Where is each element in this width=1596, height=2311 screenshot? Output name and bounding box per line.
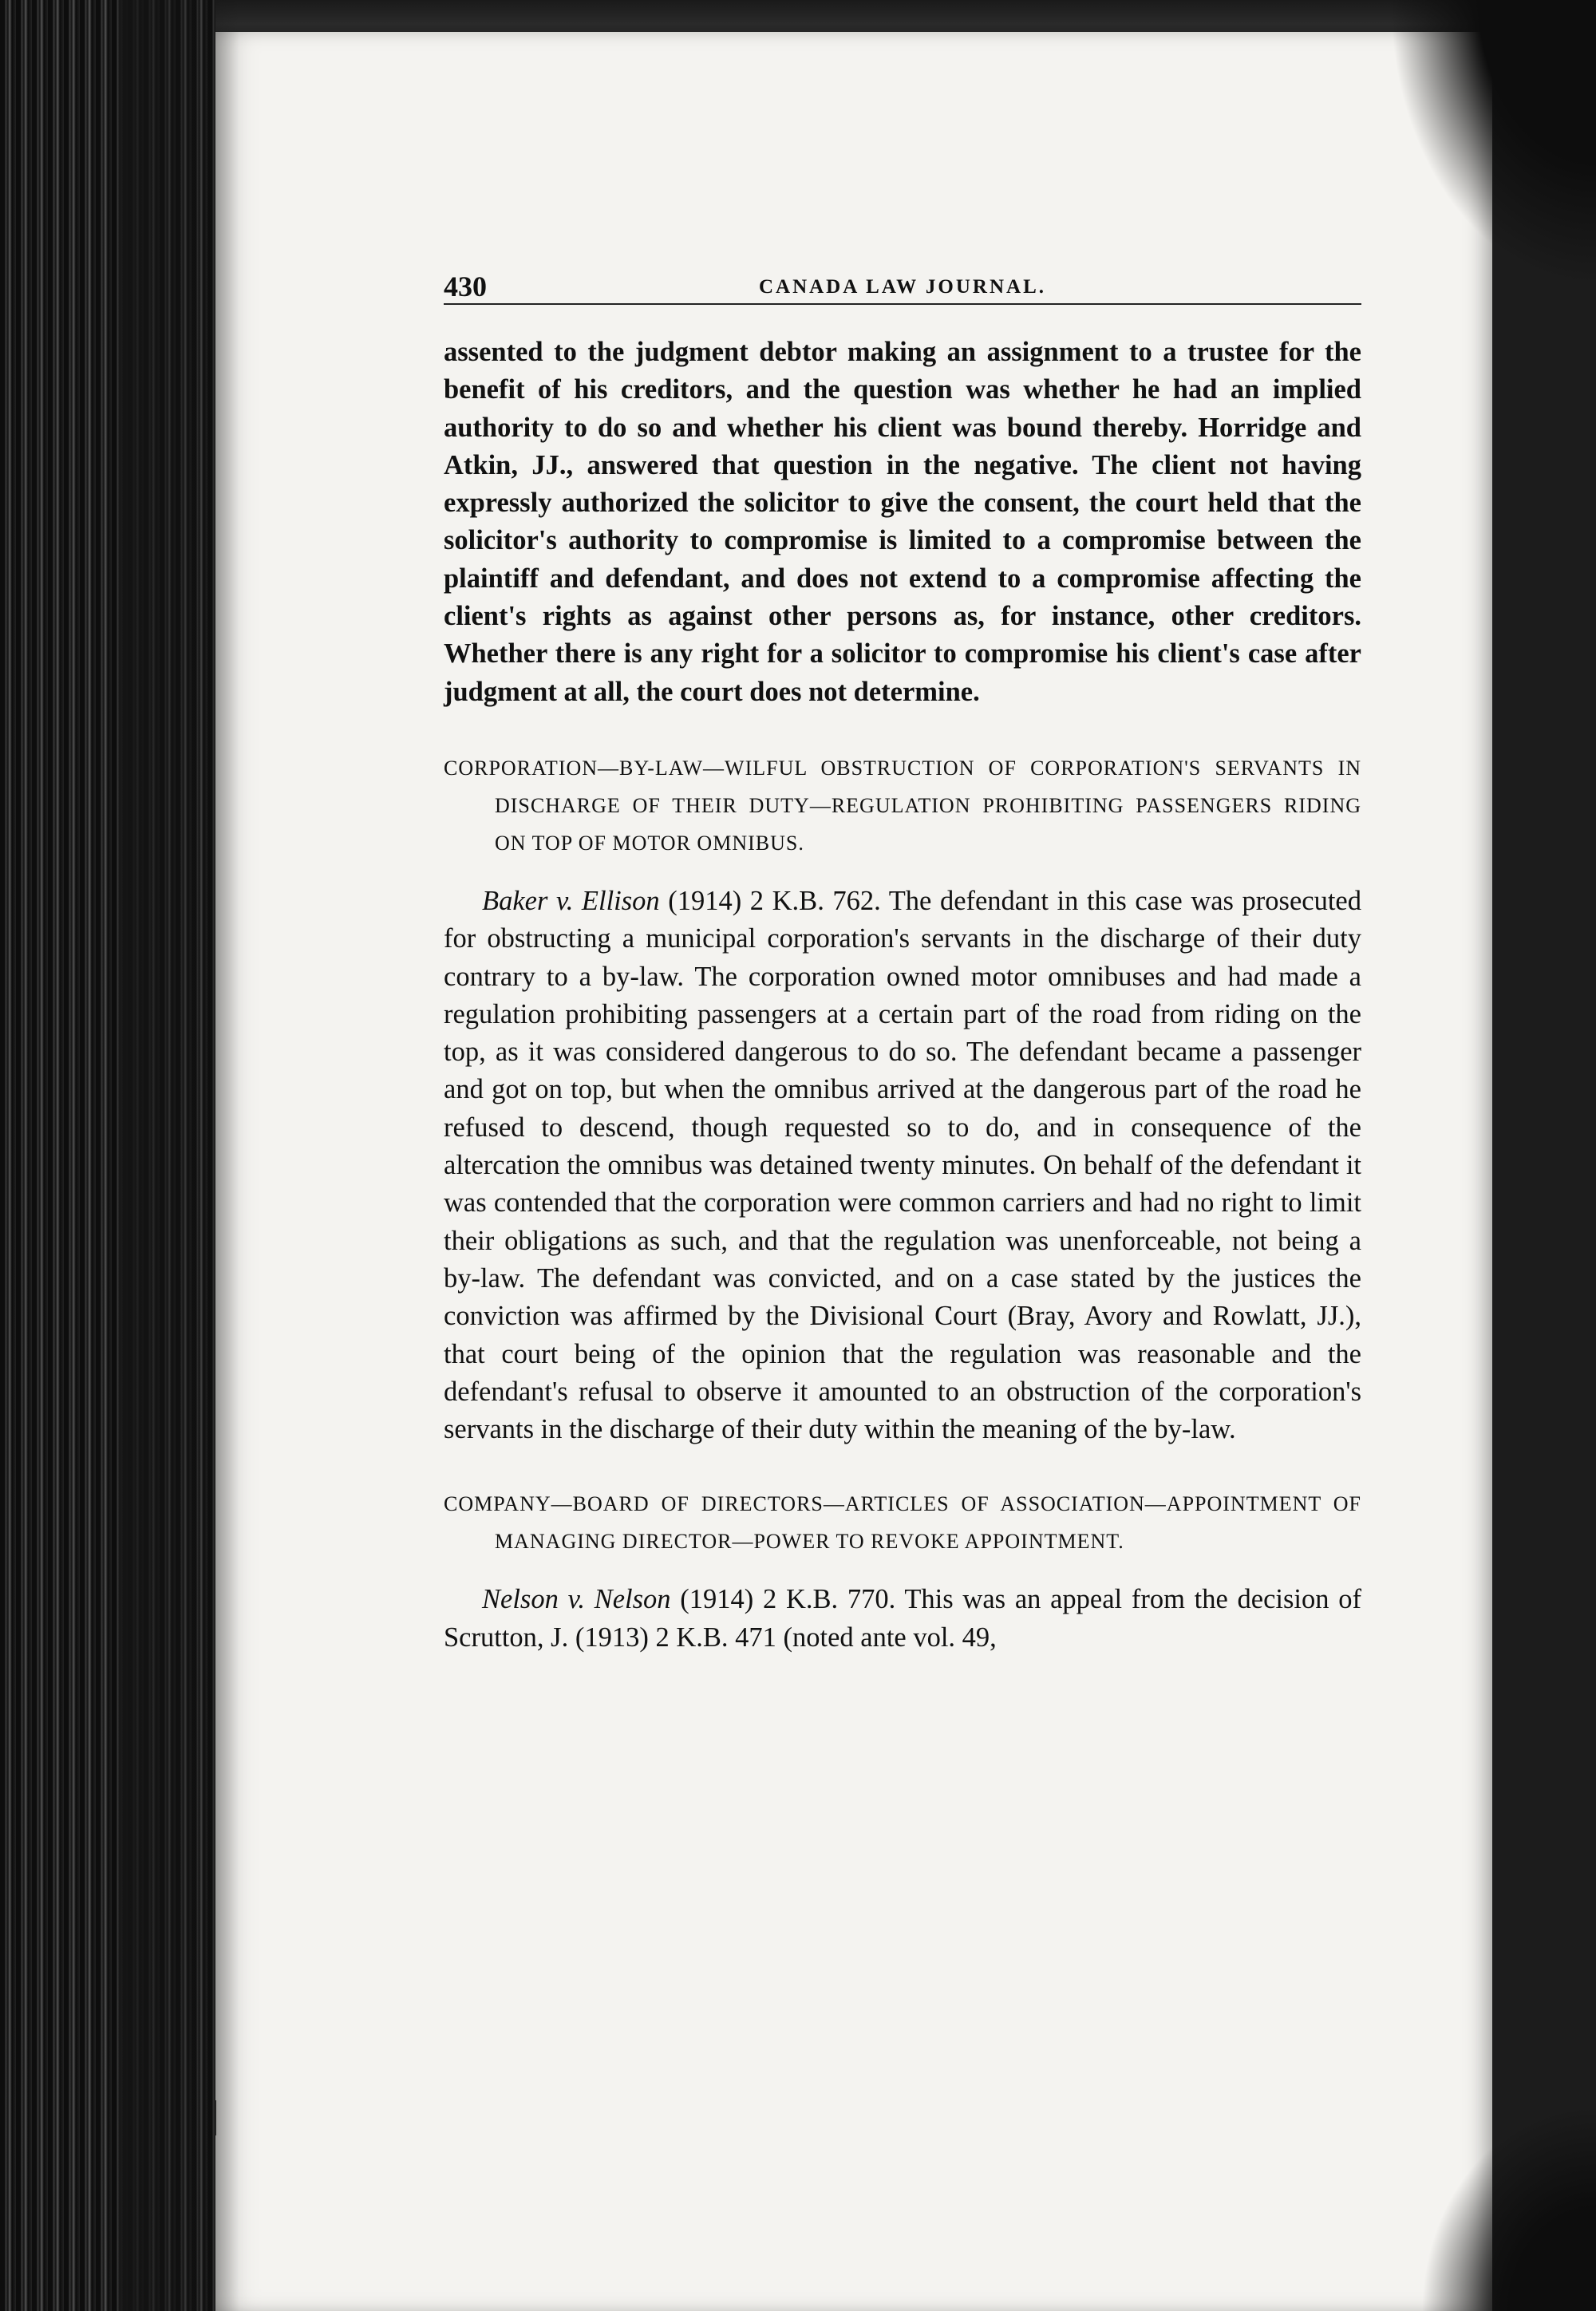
paragraph-nelson-v-nelson	[444, 1581, 1361, 1657]
page-number: 430	[444, 271, 487, 302]
paragraph-nelson-body: (1914) 2 K.B. 770. This was an appeal from the decision of Scrutton, J. (1913) 2 K.B. 471 (noted ante vol. 49,	[444, 1584, 1361, 1653]
paragraph-baker-body: (1914) 2 K.B. 762. The defendant in this case was prosecuted for obstructing a municipal corporation's servants in the discharge of their duty contrary to a by-law. The corporation owned motor omnibuses and had made a regulation prohibiting passengers at a certain part of the road from riding on the top, as it was considered dangerous to do so. The defendant became a passenger and got on top, but when the omnibus arrived at the dangerous part of the road he refused to descend, though requested so to do, and in consequence of the altercation the omnibus was detained twenty minutes. On behalf of the defendant it was contended that the corporation were common carriers and had no right to limit their obligations as such, and that the regulation was unenforceable, not being a by-law. The defendant was convicted, and on a case stated by the justices the conviction was affirmed by the Divisional Court (Bray, Avory and Rowlatt, JJ.), that court being of the opinion that the regulation was reasonable and the defendant's refusal to observe it amounted to an obstruction of the corporation's servants in the discharge of their duty within the meaning of the by-law.	[444, 885, 1361, 1445]
page-content	[444, 263, 1361, 1657]
corner-shadow-bottom-right	[1420, 2104, 1596, 2311]
case-name-baker-v-ellison: Baker v. Ellison	[482, 885, 660, 916]
page-header	[444, 263, 1361, 305]
gutter-shadow	[120, 0, 239, 2311]
running-head: CANADA LAW JOURNAL.	[758, 276, 1047, 298]
section-heading-corporation: CORPORATION—BY-LAW—WILFUL OBSTRUCTION OF CORPORATION'S SERVANTS IN DISCHARGE OF THEIR DUTY—REGULATION PROHIBITING PASSENGERS RIDING ON TOP OF MOTOR OMNIBUS.	[444, 756, 1361, 855]
section-heading-company: COMPANY—BOARD OF DIRECTORS—ARTICLES OF ASSOCIATION—APPOINTMENT OF MANAGING DIRECTOR—POWER TO REVOKE APPOINTMENT.	[444, 1492, 1361, 1554]
paragraph-continued: assented to the judgment debtor making an assignment to a trustee for the benefit of his creditors, and the question was whether he had an implied authority to do so and whether his client was bound thereby. Horridge and Atkin, JJ., answered that question in the negative. The client not having expressly authorized the solicitor to give the consent, the court held that the solicitor's authority to compromise is limited to a compromise between the plaintiff and defendant, and does not extend to a compromise affecting the client's rights as against other persons as, for instance, other creditors. Whether there is any right for a solicitor to compromise his client's case after judgment at all, the court does not determine.	[444, 337, 1361, 707]
corner-shadow-top-right	[1389, 0, 1596, 287]
paragraph-baker-v-ellison	[444, 883, 1361, 1448]
margin-mark	[214, 2100, 216, 2135]
case-name-nelson-v-nelson: Nelson v. Nelson	[482, 1584, 671, 1615]
